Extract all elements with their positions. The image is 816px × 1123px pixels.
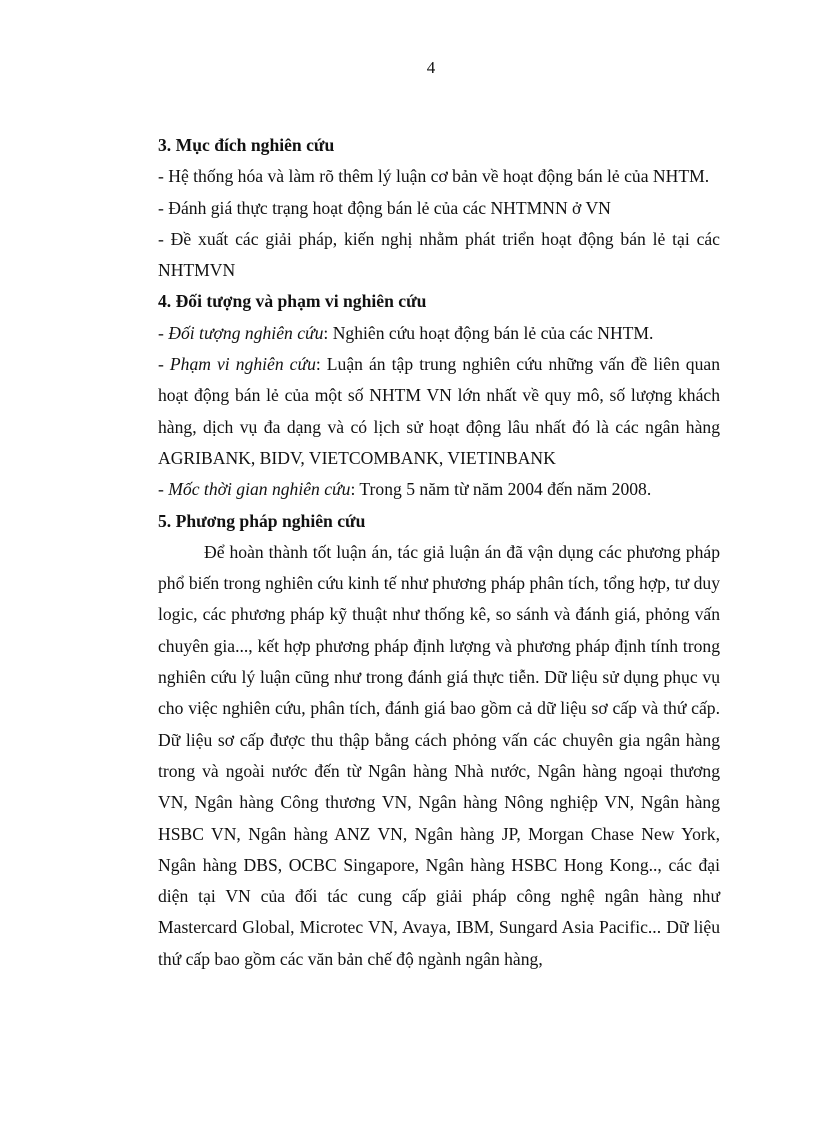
section-3-heading: 3. Mục đích nghiên cứu — [158, 135, 335, 155]
object-text: : Nghiên cứu hoạt động bán lẻ của các NHTM. — [323, 322, 654, 343]
section-5-paragraph: Để hoàn thành tốt luận án, tác giả luận án đã vận dụng các phương pháp phổ biến trong nghiên cứu kinh tế như phương pháp phân tích, tổng hợp, tư duy logic, các phương pháp kỹ thuật như thống kê, so sánh và đánh giá, phỏng vấn chuyên gia..., kết hợp phương pháp định lượng và phương pháp định tính trong nghiên cứu lý luận cũng như trong đánh giá thực tiễn. Dữ liệu sử dụng phục vụ cho việc nghiên cứu, phân tích, đánh giá bao gồm cả dữ liệu sơ cấp và thứ cấp. Dữ liệu sơ cấp được thu thập bằng cách phỏng vấn các chuyên gia ngân hàng trong và ngoài nước đến từ Ngân hàng Nhà nước, Ngân hàng ngoại thương VN, Ngân hàng Công thương VN, Ngân hàng Nông nghiệp VN, Ngân hàng HSBC VN, Ngân hàng ANZ VN, Ngân hàng JP, Morgan Chase New York, Ngân hàng DBS, OCBC Singapore, Ngân hàng HSBC Hong Kong.., các đại diện tại VN của đối tác cung cấp giải pháp công nghệ ngân hàng như Mastercard Global, Microtec VN, Avaya, IBM, Sungard Asia Pacific... Dữ liệu thứ cấp bao gồm các văn bản chế độ ngành ngân hàng, — [158, 541, 720, 969]
section-5-heading: 5. Phương pháp nghiên cứu — [158, 510, 366, 531]
section-3-item-3: - Đề xuất các giải pháp, kiến nghị nhằm phát triển hoạt động bán lẻ tại các NHTMVN — [158, 228, 720, 281]
scope-text: : Luận án tập trung nghiên cứu những vấn đề liên quan hoạt động bán lẻ của một số NHTM VN lớn nhất về quy mô, số lượng khách hàng, dịch vụ đa dạng và có lịch sử hoạt động lâu nhất đó là các ngân hàng AGRIBANK, BIDV, VIETCOMBANK, VIETINBANK — [158, 354, 720, 468]
document-body — [158, 130, 720, 975]
time-text: : Trong 5 năm từ năm 2004 đến năm 2008. — [350, 479, 652, 500]
section-4-heading: 4. Đối tượng và phạm vi nghiên cứu — [158, 291, 427, 312]
time-label: Mốc thời gian nghiên cứu — [168, 479, 351, 500]
section-4-scope — [158, 349, 720, 474]
section-3-item-2: - Đánh giá thực trạng hoạt động bán lẻ của các NHTMNN ở VN — [158, 197, 611, 218]
scope-label: Phạm vi nghiên cứu — [169, 354, 316, 375]
scope-prefix: - — [158, 354, 170, 375]
section-4-object — [158, 318, 720, 349]
object-label: Đối tượng nghiên cứu — [168, 322, 324, 343]
time-prefix: - — [158, 479, 169, 500]
object-prefix: - — [158, 322, 169, 343]
section-3-item-1: - Hệ thống hóa và làm rõ thêm lý luận cơ bản về hoạt động bán lẻ của NHTM. — [158, 166, 710, 187]
section-4-time — [158, 474, 720, 505]
page-number: 4 — [426, 58, 436, 77]
